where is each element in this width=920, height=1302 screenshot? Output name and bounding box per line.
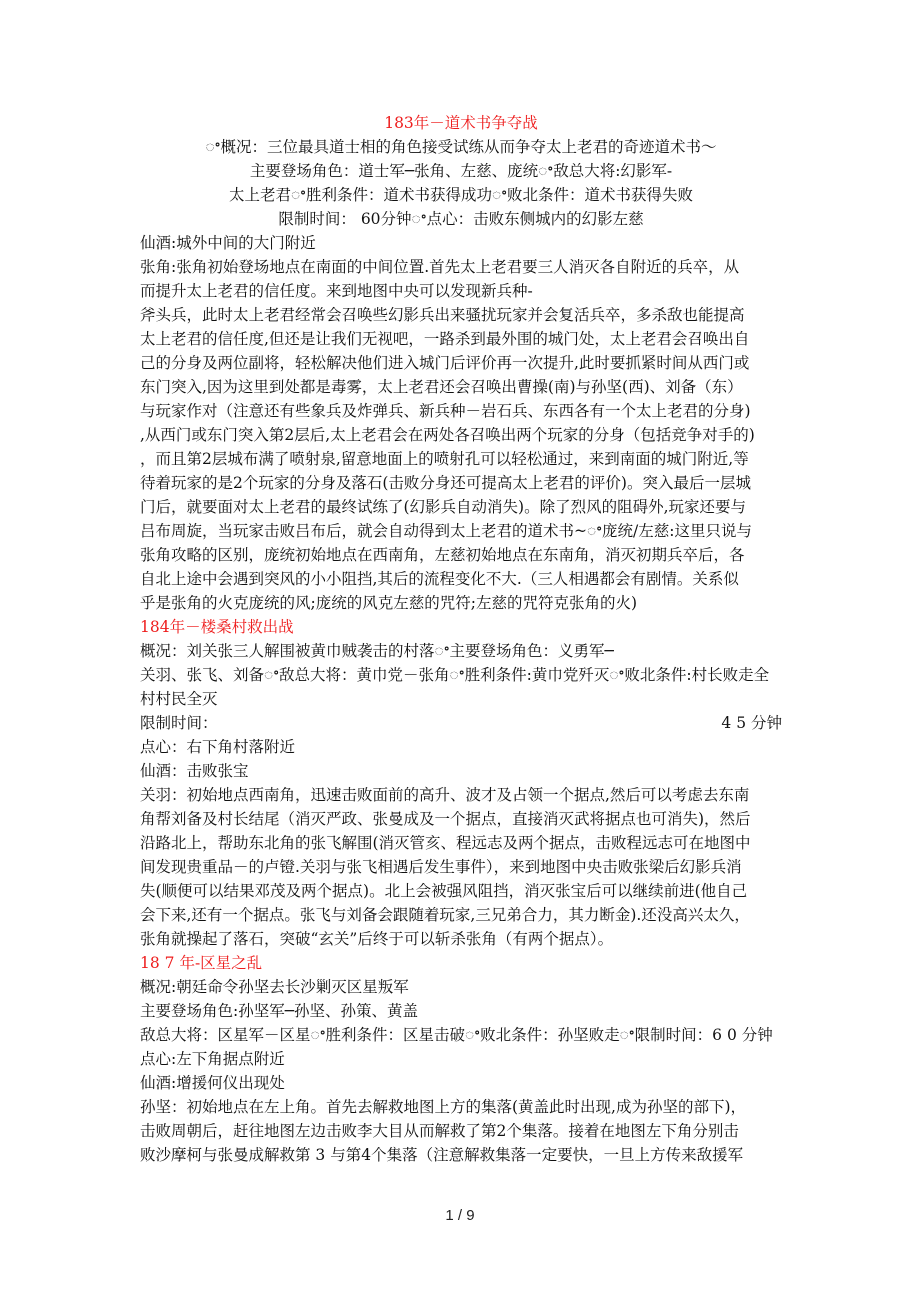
paragraph-line: 张角就操起了落石，突破“玄关”后终于可以斩杀张角（有两个据点）。 — [140, 930, 614, 948]
paragraph-line: 待着玩家的是2个玩家的分身及落石(击败分身还可提高太上老君的评价)。突入最后一层城 — [140, 474, 751, 492]
paragraph-line: 太上老君的信任度,但还是让我们无视吧，一路杀到最外围的城门处，太上老君会召唤出自 — [140, 330, 750, 348]
paragraph-line: 关羽、张飞、刘备ꢀ敌总大将：黄巾党－张角ꢀ胜利条件:黄巾党歼灭ꢀ败北条件:村长败走全 — [140, 666, 770, 684]
paragraph-line: 间发现贵重品－的卢镫.关羽与张飞相遇后发生事件），来到地图中央击败张梁后幻影兵消 — [140, 858, 742, 876]
paragraph-line: 败沙摩柯与张曼成解救第 3 与第4个集落（注意解救集落一定要快，一旦上方传来敌援军 — [140, 1146, 744, 1164]
section-183-summary: ꢀ概况：三位最具道士相的角色接受试练从而争夺太上老君的奇迹道术书～ — [205, 138, 717, 156]
paragraph-line: 孙坚：初始地点在左上角。首先去解救地图上方的集落(黄盖此时出现,成为孙坚的部下)， — [140, 1098, 747, 1116]
paragraph-line: 自北上途中会遇到突风的小小阻挡,其后的流程变化不大.（三人相遇都会有剧情。关系似 — [140, 570, 739, 588]
section-183-time-limit: 限制时间： 60分钟ꢀ点心：击败东侧城内的幻影左慈 — [278, 210, 644, 228]
section-183-characters: 主要登场角色：道士军─张角、左慈、庞统ꢀ敌总大将:幻影军- — [249, 162, 673, 180]
paragraph-line: 而提升太上老君的信任度。来到地图中央可以发现新兵种- — [140, 282, 533, 300]
paragraph-line: 主要登场角色:孙坚军─孙坚、孙策、黄盖 — [140, 1002, 419, 1020]
paragraph-line: 张角攻略的区别，庞统初始地点在西南角，左慈初始地点在东南角，消灭初期兵卒后，各 — [140, 546, 745, 564]
paragraph-line: 仙酒:城外中间的大门附近 — [140, 234, 316, 252]
paragraph-line: 点心:左下角据点附近 — [140, 1050, 285, 1068]
paragraph-line: 仙酒：击败张宝 — [140, 762, 249, 780]
paragraph-line: 村村民全灭 — [140, 690, 218, 708]
section-heading-187: 18 7 年-区星之乱 — [140, 954, 263, 972]
page-number: 1 / 9 — [445, 1207, 475, 1224]
time-limit-label: 限制时间： — [140, 714, 218, 732]
paragraph-line: 失(顺便可以结果邓茂及两个据点)。北上会被强风阻挡，消灭张宝后可以继续前进(他自己 — [140, 882, 748, 900]
paragraph-line: 门后，就要面对太上老君的最终试练了(幻影兵自动消失)。除了烈风的阻碍外,玩家还要与 — [140, 498, 747, 516]
section-heading-184: 184年－楼桑村救出战 — [140, 618, 294, 636]
paragraph-line: 概况：刘关张三人解围被黄巾贼袭击的村落ꢀ主要登场角色：义勇军─ — [140, 642, 614, 660]
section-183-conditions: 太上老君ꢀ胜利条件：道术书获得成功ꢀ败北条件：道术书获得失败 — [228, 186, 694, 204]
paragraph-line: 己的分身及两位副将，轻松解决他们进入城门后评价再一次提升,此时要抓紧时间从西门或 — [140, 354, 750, 372]
paragraph-line: 与玩家作对（注意还有些象兵及炸弹兵、新兵种－岩石兵、东西各有一个太上老君的分身) — [140, 402, 751, 420]
paragraph-line: 东门突入,因为这里到处都是毒雾，太上老君还会召唤出曹操(南)与孙坚(西)、刘备（东） — [140, 378, 743, 396]
paragraph-line: 张角:张角初始登场地点在南面的中间位置.首先太上老君要三人消灭各自附近的兵卒，从 — [140, 258, 740, 276]
paragraph-line: 乎是张角的火克庞统的风;庞统的风克左慈的咒符;左慈的咒符克张角的火) — [140, 594, 637, 612]
paragraph-line: 击败周朝后，赶往地图左边击败李大目从而解救了第2个集落。接着在地图左下角分别击 — [140, 1122, 739, 1140]
paragraph-line: 关羽：初始地点西南角，迅速击败面前的高升、波才及占领一个据点,然后可以考虑去东南 — [140, 786, 750, 804]
time-limit-row — [140, 711, 782, 735]
paragraph-line: 点心：右下角村落附近 — [140, 738, 296, 756]
paragraph-line: 仙酒:增援何仪出现处 — [140, 1074, 285, 1092]
paragraph-line: 吕布周旋，当玩家击败吕布后，就会自动得到太上老君的道术书~ꢀ庞统/左慈:这里只说与 — [140, 522, 752, 540]
paragraph-line: 会下来,还有一个据点。张飞与刘备会跟随着玩家,三兄弟合力，其力断金).还没高兴太久， — [140, 906, 750, 924]
document-body — [140, 111, 782, 1167]
paragraph-line: ,从西门或东门突入第2层后,太上老君会在两处各召唤出两个玩家的分身（包括竞争对手的) — [140, 426, 755, 444]
paragraph-line: 敌总大将：区星军－区星ꢀ胜利条件：区星击破ꢀ败北条件：孙坚败走ꢀ限制时间：6 0 分钟 — [140, 1026, 773, 1044]
paragraph-line: 角帮刘备及村长结尾（消灭严政、张曼成及一个据点，直接消灭武将据点也可消失)，然后 — [140, 810, 751, 828]
section-heading-183: 183年－道术书争夺战 — [384, 114, 538, 132]
paragraph-line: 概况:朝廷命令孙坚去长沙剿灭区星叛军 — [140, 978, 409, 996]
paragraph-line: 斧头兵，此时太上老君经常会召唤些幻影兵出来骚扰玩家并会复活兵卒，多杀敌也能提高 — [140, 306, 745, 324]
paragraph-line: 沿路北上，帮助东北角的张飞解围(消灭管亥、程远志及两个据点，击败程远志可在地图中 — [140, 834, 751, 852]
time-limit-value: 4 5 分钟 — [721, 714, 782, 732]
paragraph-line: ，而且第2层城布满了喷射泉,留意地面上的喷射孔可以轻松通过，来到南面的城门附近,等 — [140, 450, 749, 468]
